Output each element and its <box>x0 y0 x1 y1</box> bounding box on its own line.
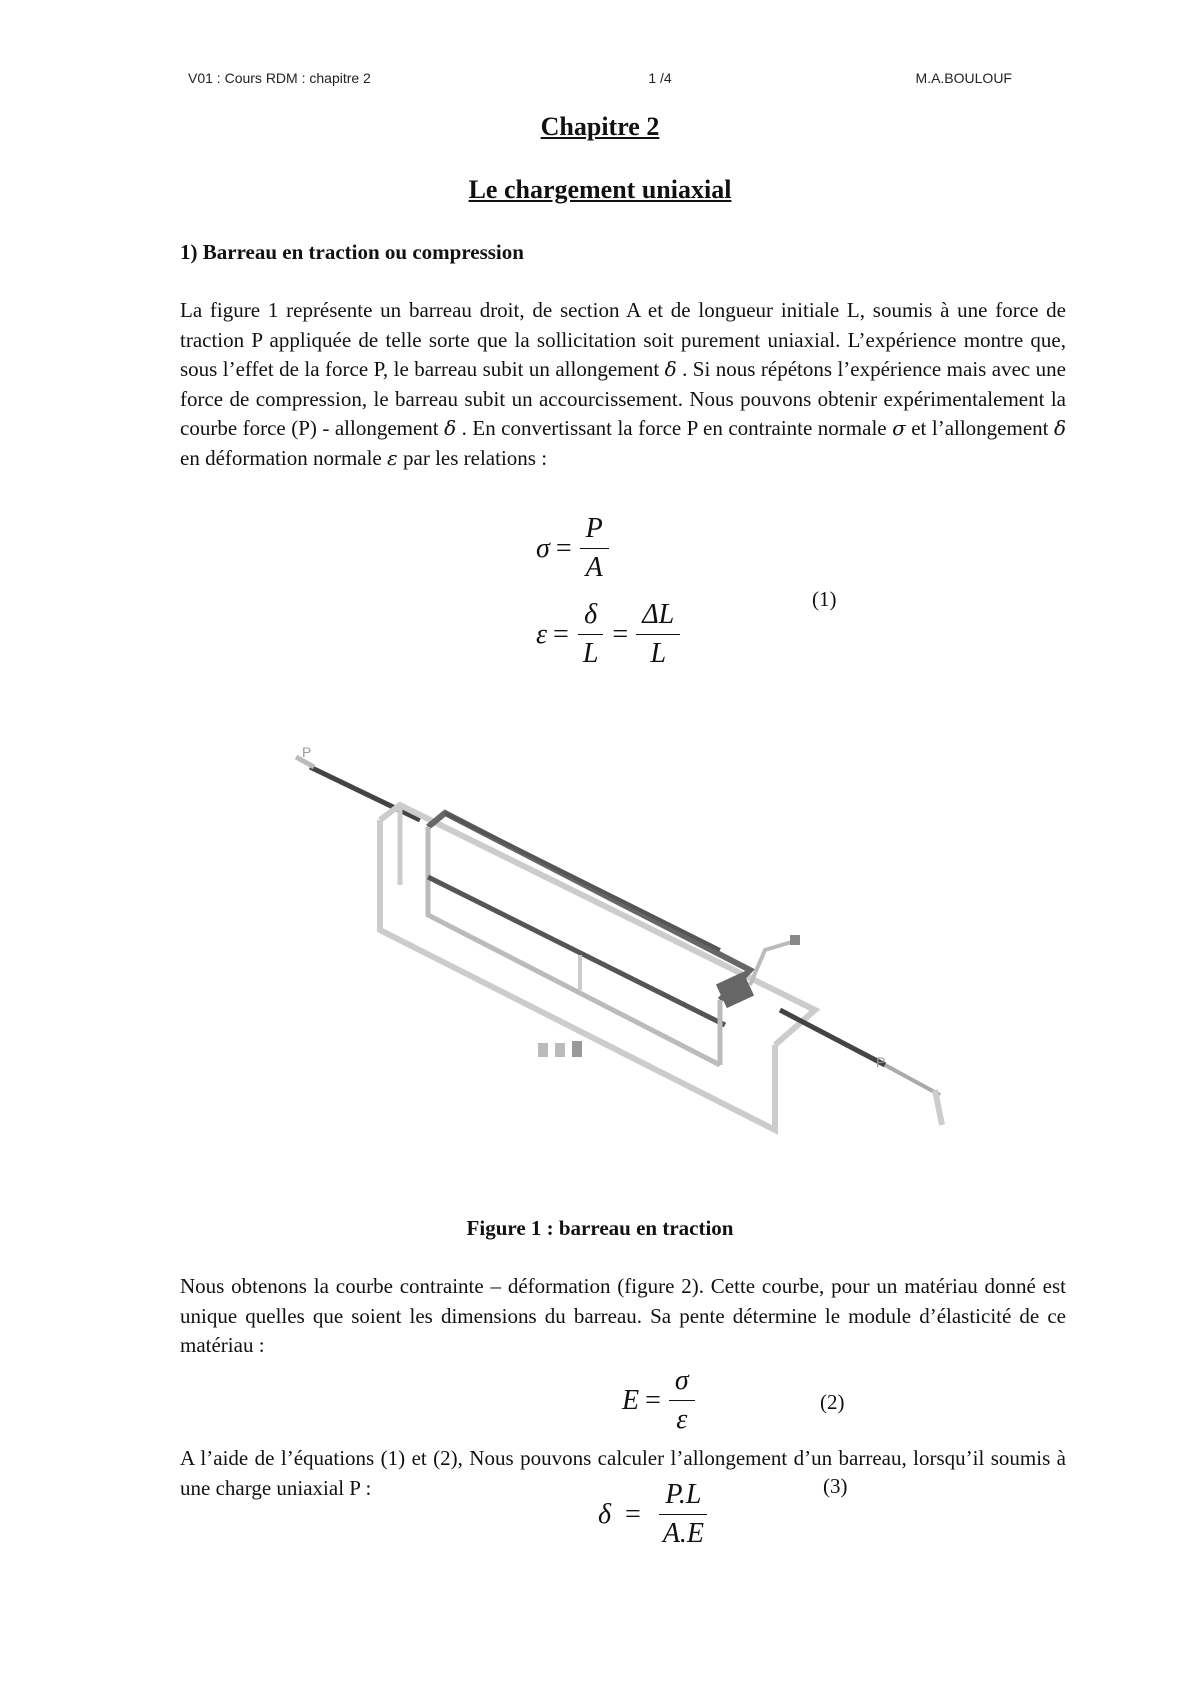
eq1b-numerator-2: ΔL <box>636 598 680 635</box>
dimension-mark <box>572 1041 582 1057</box>
eq3-fraction <box>657 1478 710 1551</box>
equation-stress <box>536 512 611 585</box>
header-left: V01 : Cours RDM : chapitre 2 <box>188 70 371 86</box>
para1-text-4: et l’allongement <box>911 416 1049 440</box>
equation-elongation <box>598 1478 712 1551</box>
eq2-lhs: E <box>622 1384 640 1416</box>
eq1b-equals: = <box>553 618 569 650</box>
figure-caption: Figure 1 : barreau en traction <box>466 1216 734 1240</box>
dimension-mark <box>555 1043 565 1057</box>
intro-paragraph <box>180 296 1066 473</box>
eq1b-epsilon: ε <box>536 618 548 650</box>
delta-symbol: δ <box>1053 416 1067 440</box>
eq1b-fraction-2 <box>636 598 680 671</box>
equation-modulus <box>622 1364 697 1437</box>
eq1b-equals-2: = <box>612 618 629 650</box>
eq1-equals: = <box>555 532 572 564</box>
para1-text-1: La figure 1 représente un barreau droit, de section A et de longueur initiale L, soumis à une force de traction P appliquée de telle sorte que la sollicitation soit purement uniaxial. L’expérience montre que, sous l’effet de la force P, le barreau subit un allongement <box>180 298 1066 381</box>
bar-deformed-bottom <box>428 877 725 1025</box>
equation-number-2: (2) <box>820 1390 845 1414</box>
load-label-left: P <box>302 745 312 760</box>
elongation-paragraph: A l’aide de l’équations (1) et (2), Nous pouvons calculer l’allongement d’un barreau, lorsqu’il soumis à une charge uniaxial P : <box>180 1446 1066 1500</box>
sigma-symbol: σ <box>892 416 906 440</box>
eq1b-numerator-1: δ <box>578 598 603 635</box>
arrow-tip-right <box>935 1090 942 1125</box>
eq1-sigma: σ <box>536 532 550 564</box>
eq3-equals: = <box>625 1498 641 1530</box>
para1-text-5: en déformation normale <box>180 445 382 470</box>
eq1b-fraction-1 <box>577 598 605 671</box>
bar-deformed-top <box>445 813 720 950</box>
stress-strain-paragraph: Nous obtenons la courbe contrainte – déformation (figure 2). Cette courbe, pour un matériau donné est unique quelles que soient les dimensions du barreau. Sa pente détermine le module d’élasticité de ce matériau : <box>180 1274 1066 1357</box>
delta-marker-tip <box>790 935 800 945</box>
section-heading: 1) Barreau en traction ou compression <box>180 240 524 264</box>
para1-text-6: par les relations : <box>403 445 548 470</box>
page-number: 1 /4 <box>648 70 672 86</box>
bar-initial-outline <box>380 820 775 1130</box>
eq3-lhs: δ <box>598 1498 612 1530</box>
chapter-title: Chapitre 2 <box>540 112 660 141</box>
para1-text-2: . Si nous répétons l’expérience mais avec une force de compression, le barreau subit un accourcissement. Nous pouvons obtenir expérimentalement la courbe force (P) - allongement <box>180 357 1067 440</box>
force-line-right <box>885 1065 940 1095</box>
eq1-numerator: P <box>580 512 609 549</box>
eq1b-denominator-1: L <box>582 638 599 669</box>
eq2-denominator: ε <box>676 1404 688 1435</box>
para1-text-3: . En convertissant la force P en contrainte normale <box>461 416 887 440</box>
equation-number-1: (1) <box>812 587 837 611</box>
force-arrow-right <box>780 1010 885 1065</box>
delta-symbol: δ <box>664 357 677 381</box>
eq1-denominator: A <box>585 552 603 583</box>
epsilon-symbol: ε <box>387 445 398 470</box>
chapter-subtitle: Le chargement uniaxial <box>468 175 732 204</box>
dimension-mark <box>538 1043 548 1057</box>
header-author: M.A.BOULOUF <box>915 70 1012 86</box>
bar-traction-figure <box>280 745 1020 1185</box>
force-arrow-left <box>310 767 420 820</box>
eq1-fraction <box>580 512 609 585</box>
delta-symbol: δ <box>444 416 457 440</box>
load-label-right: P <box>876 1054 886 1070</box>
eq2-equals: = <box>645 1384 661 1416</box>
eq3-denominator: A.E <box>662 1518 705 1549</box>
equation-number-3: (3) <box>823 1474 848 1498</box>
eq2-fraction <box>669 1364 695 1437</box>
eq2-numerator: σ <box>669 1364 695 1401</box>
eq3-numerator: P.L <box>659 1478 707 1515</box>
eq1b-denominator-2: L <box>650 638 667 669</box>
equation-strain <box>536 598 682 671</box>
